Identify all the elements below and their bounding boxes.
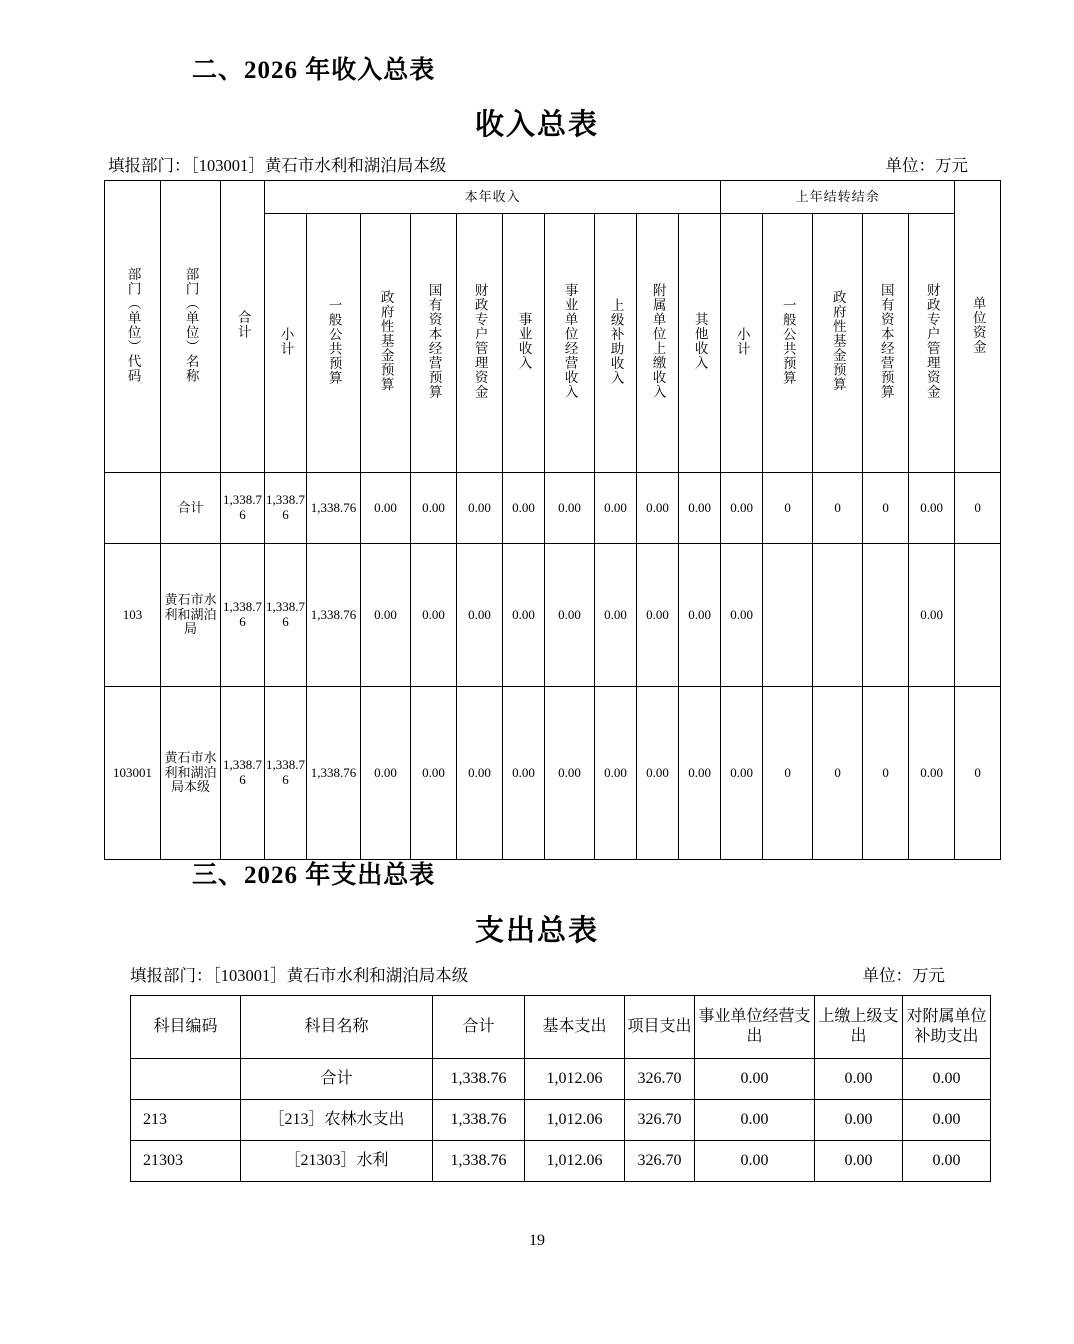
row-cell: 1,338.76 <box>433 1141 525 1182</box>
col-header-affiliate-remittance-income: 附属单位上缴收入 <box>637 214 679 473</box>
col-header-dept-code: 部门（单位）代码 <box>105 181 161 473</box>
row-cell <box>863 544 909 687</box>
row-cell: 1,338.76 <box>307 687 361 860</box>
table-row <box>105 687 1001 860</box>
col-header-subtotal-current: 小计 <box>265 214 307 473</box>
col-header-carryover-gov-fund-budget: 政府性基金预算 <box>813 214 863 473</box>
row-cell: 0.00 <box>595 473 637 544</box>
row-cell: 1,338.76 <box>433 1059 525 1100</box>
row-cell: 0 <box>813 473 863 544</box>
col-header-other-income: 其他收入 <box>679 214 721 473</box>
row-cell: 0.00 <box>815 1100 903 1141</box>
row-cell: 0 <box>763 473 813 544</box>
row-cell <box>763 544 813 687</box>
income-group-header-row <box>105 181 1001 214</box>
income-summary-table <box>104 180 1001 860</box>
col-header-subsidy-to-affiliates: 对附属单位补助支出 <box>903 996 991 1059</box>
row-cell: 0.00 <box>695 1059 815 1100</box>
row-cell: 0 <box>763 687 813 860</box>
row-cell: 0.00 <box>457 473 503 544</box>
row-cell: 1,338.76 <box>307 473 361 544</box>
col-header-project-expenditure: 项目支出 <box>625 996 695 1059</box>
row-cell: 1,338.76 <box>221 687 265 860</box>
row-cell: 0.00 <box>411 687 457 860</box>
row-cell: 1,012.06 <box>525 1141 625 1182</box>
row-cell: 0 <box>955 687 1001 860</box>
row-cell: 0 <box>863 473 909 544</box>
row-cell: 0.00 <box>545 473 595 544</box>
row-cell: 326.70 <box>625 1141 695 1182</box>
col-header-institution-operating-income: 事业单位经营收入 <box>545 214 595 473</box>
row-cell: 0.00 <box>361 687 411 860</box>
col-header-total: 合计 <box>221 181 265 473</box>
row-cell <box>813 544 863 687</box>
row-cell: 0.00 <box>637 687 679 860</box>
col-header-dept-name: 部门（单位）名称 <box>161 181 221 473</box>
row-cell: 0.00 <box>503 473 545 544</box>
col-header-subtotal-carryover: 小计 <box>721 214 763 473</box>
section-heading-expenditure: 三、2026 年支出总表 <box>192 862 436 889</box>
row-name: 合计 <box>161 473 221 544</box>
row-cell: 1,012.06 <box>525 1059 625 1100</box>
col-header-gov-fund-budget: 政府性基金预算 <box>361 214 411 473</box>
row-cell: 0.00 <box>361 544 411 687</box>
row-cell: 1,338.76 <box>265 687 307 860</box>
row-code: 21303 <box>131 1141 241 1182</box>
expense-table-meta <box>130 962 945 986</box>
expense-unit-label: 单位：万元 <box>862 966 945 985</box>
row-cell: 0.00 <box>595 544 637 687</box>
col-header-total: 合计 <box>433 996 525 1059</box>
income-unit-label: 单位：万元 <box>885 156 968 175</box>
row-cell: 326.70 <box>625 1059 695 1100</box>
row-cell: 0.00 <box>721 473 763 544</box>
row-name: 合计 <box>241 1059 433 1100</box>
row-cell: 0.00 <box>721 544 763 687</box>
row-cell: 0.00 <box>545 687 595 860</box>
table-row <box>131 1141 991 1182</box>
expense-table-title: 支出总表 <box>474 915 599 947</box>
row-cell: 0.00 <box>503 544 545 687</box>
col-header-business-income: 事业收入 <box>503 214 545 473</box>
table-row <box>131 1059 991 1100</box>
row-name: ［21303］水利 <box>241 1141 433 1182</box>
col-header-unit-funds: 单位资金 <box>955 181 1001 473</box>
row-cell: 1,012.06 <box>525 1100 625 1141</box>
expenditure-summary-table <box>130 995 991 1182</box>
row-cell: 0.00 <box>903 1059 991 1100</box>
row-cell: 0.00 <box>695 1141 815 1182</box>
row-cell: 0.00 <box>503 687 545 860</box>
row-cell: 0.00 <box>679 473 721 544</box>
section-heading-income: 二、2026 年收入总表 <box>192 57 436 84</box>
income-table-title: 收入总表 <box>474 109 599 141</box>
row-cell: 0.00 <box>361 473 411 544</box>
row-cell: 0.00 <box>595 687 637 860</box>
row-cell: 1,338.76 <box>221 544 265 687</box>
col-header-general-public-budget: 一般公共预算 <box>307 214 361 473</box>
row-cell: 0 <box>813 687 863 860</box>
row-cell: 0.00 <box>411 473 457 544</box>
row-cell: 0.00 <box>679 544 721 687</box>
row-cell: 0.00 <box>457 544 503 687</box>
row-cell: 1,338.76 <box>265 544 307 687</box>
row-cell: 0.00 <box>545 544 595 687</box>
row-cell: 326.70 <box>625 1100 695 1141</box>
row-cell: 0.00 <box>637 473 679 544</box>
row-name: 黄石市水利和湖泊局本级 <box>161 687 221 860</box>
row-code <box>131 1059 241 1100</box>
row-cell: 1,338.76 <box>307 544 361 687</box>
income-dept-label: 填报部门：［103001］黄石市水利和湖泊局本级 <box>108 156 447 175</box>
row-cell: 0.00 <box>457 687 503 860</box>
row-code: 213 <box>131 1100 241 1141</box>
row-name: 黄石市水利和湖泊局 <box>161 544 221 687</box>
row-cell: 0 <box>955 473 1001 544</box>
table-row <box>105 473 1001 544</box>
row-cell: 0.00 <box>909 473 955 544</box>
row-cell: 0.00 <box>637 544 679 687</box>
row-cell: 0.00 <box>679 687 721 860</box>
row-cell: 0.00 <box>815 1059 903 1100</box>
col-header-remittance-to-superior: 上缴上级支出 <box>815 996 903 1059</box>
group-header-carryover: 上年结转结余 <box>721 181 955 214</box>
row-cell: 0.00 <box>909 544 955 687</box>
row-cell: 0.00 <box>909 687 955 860</box>
row-cell: 1,338.76 <box>221 473 265 544</box>
col-header-state-capital-budget: 国有资本经营预算 <box>411 214 457 473</box>
col-header-carryover-fiscal-account-funds: 财政专户管理资金 <box>909 214 955 473</box>
income-table-meta <box>108 152 968 176</box>
row-cell: 0.00 <box>411 544 457 687</box>
row-code: 103001 <box>105 687 161 860</box>
row-cell: 0.00 <box>903 1141 991 1182</box>
table-row <box>131 1100 991 1141</box>
col-header-subject-name: 科目名称 <box>241 996 433 1059</box>
col-header-superior-subsidy-income: 上级补助收入 <box>595 214 637 473</box>
col-header-institution-operating-expenditure: 事业单位经营支出 <box>695 996 815 1059</box>
row-name: ［213］农林水支出 <box>241 1100 433 1141</box>
col-header-fiscal-account-funds: 财政专户管理资金 <box>457 214 503 473</box>
page-number: 19 <box>529 1232 545 1249</box>
row-cell <box>955 544 1001 687</box>
expense-dept-label: 填报部门：［103001］黄石市水利和湖泊局本级 <box>130 966 469 985</box>
row-code: 103 <box>105 544 161 687</box>
col-header-subject-code: 科目编码 <box>131 996 241 1059</box>
row-cell: 0 <box>863 687 909 860</box>
row-code <box>105 473 161 544</box>
row-cell: 0.00 <box>815 1141 903 1182</box>
row-cell: 0.00 <box>903 1100 991 1141</box>
table-row <box>105 544 1001 687</box>
col-header-carryover-general-public-budget: 一般公共预算 <box>763 214 813 473</box>
col-header-carryover-state-capital-budget: 国有资本经营预算 <box>863 214 909 473</box>
row-cell: 0.00 <box>695 1100 815 1141</box>
row-cell: 0.00 <box>721 687 763 860</box>
group-header-current-year: 本年收入 <box>265 181 721 214</box>
row-cell: 1,338.76 <box>433 1100 525 1141</box>
expense-column-header-row <box>131 996 991 1059</box>
row-cell: 1,338.76 <box>265 473 307 544</box>
col-header-basic-expenditure: 基本支出 <box>525 996 625 1059</box>
